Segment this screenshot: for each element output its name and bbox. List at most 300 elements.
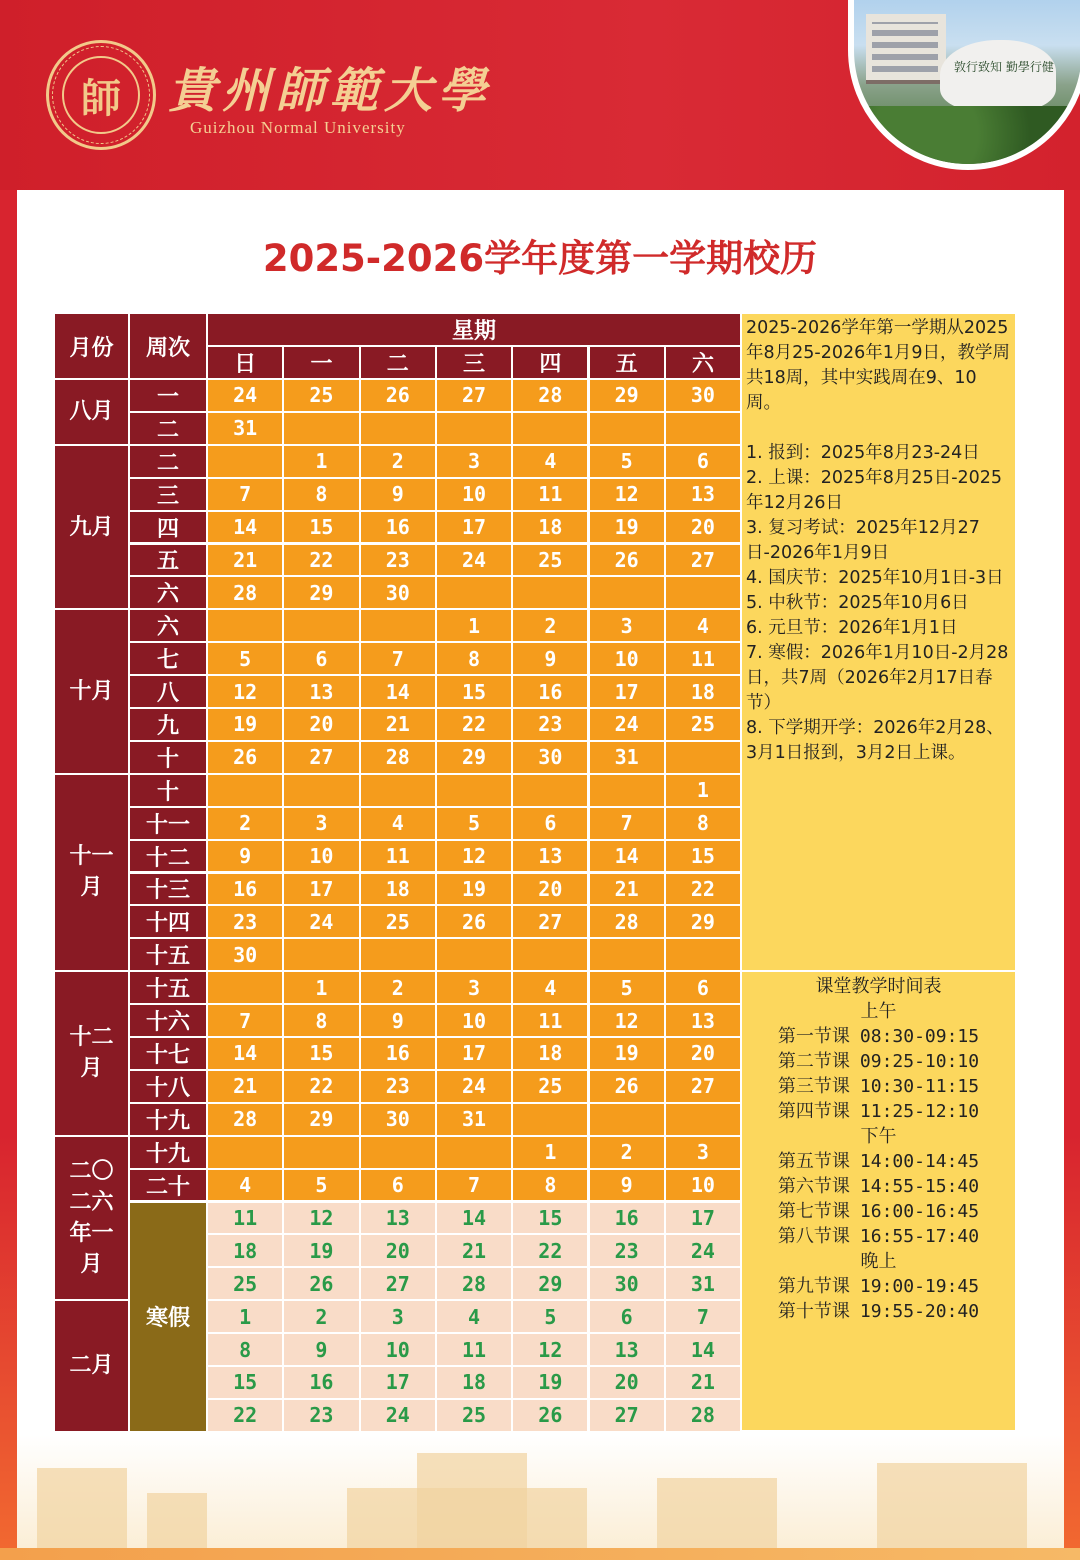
day-cell: 14	[666, 1334, 742, 1367]
day-cell: 27	[284, 742, 360, 775]
day-cell: 4	[208, 1170, 284, 1203]
day-cell: 30	[361, 1104, 437, 1137]
month-label-line: 二〇	[69, 1158, 114, 1184]
day-cell: 17	[284, 874, 360, 907]
day-cell: 29	[284, 1104, 360, 1137]
day-cell: 18	[513, 1038, 589, 1071]
photo-bushes	[854, 106, 1080, 170]
day-cell: 8	[666, 808, 742, 841]
day-cell: 12	[208, 676, 284, 709]
week-number: 十六	[130, 1005, 208, 1038]
day-cell: 16	[361, 512, 437, 545]
day-cell: 13	[284, 676, 360, 709]
day-cell: 21	[208, 545, 284, 578]
day-cell: 14	[590, 841, 666, 874]
note-item: 4. 国庆节：2025年10月1日-3日	[746, 568, 1004, 588]
day-cell: 23	[284, 1400, 360, 1433]
day-cell	[208, 775, 284, 808]
day-cell: 4	[437, 1301, 513, 1334]
day-cell	[666, 413, 742, 446]
week-number: 六	[130, 610, 208, 643]
day-cell: 18	[361, 874, 437, 907]
day-cell: 11	[361, 841, 437, 874]
day-cell: 29	[590, 380, 666, 413]
notes-intro: 2025-2026学年第一学期从2025年8月25-2026年1月9日，教学周共18周，其中实践周在9、10周。	[746, 318, 1011, 413]
winter-break-label: 寒假	[130, 1203, 208, 1433]
day-cell	[437, 413, 513, 446]
period-time: 19:00-19:45	[859, 1276, 980, 1297]
day-cell: 13	[590, 1334, 666, 1367]
week-number: 十三	[130, 874, 208, 907]
day-cell: 27	[590, 1400, 666, 1433]
day-cell: 9	[361, 1005, 437, 1038]
day-cell: 2	[513, 610, 589, 643]
weekday-5: 五	[590, 347, 666, 380]
period-time: 19:55-20:40	[859, 1301, 980, 1322]
day-cell: 26	[208, 742, 284, 775]
header-month: 月份	[55, 314, 130, 380]
timetable-period	[742, 1049, 1015, 1074]
day-cell: 27	[666, 1071, 742, 1104]
day-cell: 29	[284, 577, 360, 610]
day-cell: 11	[513, 479, 589, 512]
day-cell	[513, 1104, 589, 1137]
month-label-line: 二六	[69, 1189, 114, 1215]
month-label-line: 十月	[69, 679, 114, 705]
day-cell: 22	[666, 874, 742, 907]
period-time: 08:30-09:15	[859, 1026, 980, 1047]
note-item: 8. 下学期开学：2026年2月28、3月1日报到，3月2日上课。	[746, 718, 1004, 763]
weekday-4: 四	[513, 347, 589, 380]
day-cell: 7	[208, 479, 284, 512]
day-cell: 30	[590, 1268, 666, 1301]
day-cell: 6	[666, 446, 742, 479]
day-cell: 9	[361, 479, 437, 512]
week-number: 七	[130, 643, 208, 676]
page-title: 2025-2026学年度第一学期校历	[262, 237, 818, 280]
day-cell: 24	[208, 380, 284, 413]
day-cell: 16	[361, 1038, 437, 1071]
day-cell: 2	[361, 446, 437, 479]
day-cell: 7	[361, 643, 437, 676]
day-cell: 29	[437, 742, 513, 775]
day-cell	[361, 1137, 437, 1170]
period-time: 14:55-15:40	[859, 1176, 980, 1197]
month-label	[55, 610, 130, 775]
day-cell: 23	[361, 545, 437, 578]
note-item: 3. 复习考试：2025年12月27日-2026年1月9日	[746, 518, 980, 563]
day-cell: 5	[284, 1170, 360, 1203]
week-number: 十	[130, 775, 208, 808]
day-cell: 19	[590, 512, 666, 545]
day-cell: 9	[284, 1334, 360, 1367]
university-name-en: Guizhou Normal University	[190, 118, 406, 137]
month-label	[55, 380, 130, 446]
day-cell: 12	[590, 479, 666, 512]
day-cell: 7	[208, 1005, 284, 1038]
day-cell	[284, 610, 360, 643]
timetable-title: 课堂教学时间表	[815, 976, 942, 997]
day-cell	[666, 742, 742, 775]
timetable-period	[742, 1199, 1015, 1224]
day-cell: 1	[513, 1137, 589, 1170]
timetable-period	[742, 1174, 1015, 1199]
day-cell	[513, 413, 589, 446]
day-cell: 27	[437, 380, 513, 413]
day-cell: 10	[666, 1170, 742, 1203]
day-cell	[284, 775, 360, 808]
day-cell: 6	[666, 972, 742, 1005]
day-cell: 30	[666, 380, 742, 413]
month-label-line: 十一	[69, 844, 114, 870]
day-cell: 28	[590, 906, 666, 939]
day-cell	[590, 1104, 666, 1137]
month-label	[55, 972, 130, 1137]
day-cell: 15	[284, 512, 360, 545]
day-cell: 4	[513, 446, 589, 479]
day-cell: 31	[208, 413, 284, 446]
week-number: 八	[130, 676, 208, 709]
day-cell: 16	[513, 676, 589, 709]
day-cell: 28	[361, 742, 437, 775]
day-cell: 5	[437, 808, 513, 841]
period-label: 第五节课	[777, 1151, 850, 1172]
week-number: 二	[130, 446, 208, 479]
note-item: 2. 上课：2025年8月25日-2025年12月26日	[746, 468, 1003, 513]
day-cell: 5	[590, 446, 666, 479]
month-label	[55, 775, 130, 972]
weekday-3: 三	[437, 347, 513, 380]
day-cell: 17	[666, 1203, 742, 1236]
day-cell: 2	[361, 972, 437, 1005]
day-cell: 12	[513, 1334, 589, 1367]
day-cell: 14	[437, 1203, 513, 1236]
day-cell	[284, 1137, 360, 1170]
day-cell: 7	[666, 1301, 742, 1334]
day-cell: 25	[513, 1071, 589, 1104]
note-item: 5. 中秋节：2025年10月6日	[746, 593, 969, 613]
month-label-line: 九月	[69, 514, 114, 540]
day-cell: 8	[284, 479, 360, 512]
day-cell: 23	[208, 906, 284, 939]
day-cell: 28	[666, 1400, 742, 1433]
day-cell	[284, 939, 360, 972]
day-cell: 16	[208, 874, 284, 907]
day-cell: 22	[284, 545, 360, 578]
left-gradient-bar	[0, 1135, 17, 1560]
day-cell: 12	[437, 841, 513, 874]
day-cell: 4	[361, 808, 437, 841]
day-cell: 13	[666, 1005, 742, 1038]
class-timetable	[742, 972, 1015, 1430]
day-cell: 30	[208, 939, 284, 972]
day-cell: 16	[590, 1203, 666, 1236]
day-cell: 24	[590, 709, 666, 742]
university-name-cn: 貴州師範大學	[168, 63, 493, 119]
day-cell: 3	[361, 1301, 437, 1334]
timetable-period	[742, 1149, 1015, 1174]
day-cell: 9	[590, 1170, 666, 1203]
day-cell: 12	[284, 1203, 360, 1236]
day-cell: 25	[208, 1268, 284, 1301]
day-cell: 31	[437, 1104, 513, 1137]
week-number: 十九	[130, 1104, 208, 1137]
day-cell: 26	[513, 1400, 589, 1433]
footer-campus-illustration	[17, 1435, 1064, 1548]
day-cell: 18	[666, 676, 742, 709]
day-cell	[208, 610, 284, 643]
day-cell: 25	[437, 1400, 513, 1433]
day-cell	[513, 577, 589, 610]
day-cell: 7	[590, 808, 666, 841]
month-label	[55, 446, 130, 611]
week-number: 十五	[130, 939, 208, 972]
bottom-gradient-bar	[0, 1548, 1080, 1560]
day-cell: 25	[513, 545, 589, 578]
day-cell: 30	[361, 577, 437, 610]
day-cell: 8	[284, 1005, 360, 1038]
day-cell: 3	[437, 972, 513, 1005]
day-cell: 20	[666, 512, 742, 545]
day-cell	[590, 577, 666, 610]
day-cell: 13	[361, 1203, 437, 1236]
day-cell	[513, 939, 589, 972]
day-cell: 19	[284, 1235, 360, 1268]
day-cell: 13	[513, 841, 589, 874]
day-cell: 1	[284, 446, 360, 479]
day-cell: 6	[284, 643, 360, 676]
day-cell: 11	[208, 1203, 284, 1236]
day-cell	[437, 775, 513, 808]
day-cell	[361, 775, 437, 808]
day-cell: 31	[590, 742, 666, 775]
day-cell: 14	[361, 676, 437, 709]
day-cell	[666, 939, 742, 972]
header-weekday: 星期	[208, 314, 742, 347]
period-label: 第四节课	[777, 1101, 850, 1122]
day-cell	[208, 972, 284, 1005]
month-label-line: 年一	[69, 1220, 114, 1246]
day-cell: 23	[361, 1071, 437, 1104]
month-label	[55, 1301, 130, 1433]
day-cell: 26	[284, 1268, 360, 1301]
day-cell: 21	[208, 1071, 284, 1104]
day-cell	[361, 939, 437, 972]
campus-photo	[848, 0, 1080, 170]
day-cell	[284, 413, 360, 446]
week-number: 一	[130, 380, 208, 413]
week-number: 二十	[130, 1170, 208, 1203]
day-cell: 31	[666, 1268, 742, 1301]
week-number: 十	[130, 742, 208, 775]
day-cell: 10	[437, 479, 513, 512]
day-cell: 22	[437, 709, 513, 742]
week-number: 十五	[130, 972, 208, 1005]
day-cell: 17	[361, 1367, 437, 1400]
day-cell: 20	[361, 1235, 437, 1268]
day-cell: 14	[208, 512, 284, 545]
day-cell: 9	[513, 643, 589, 676]
period-time: 14:00-14:45	[859, 1151, 980, 1172]
week-number: 二	[130, 413, 208, 446]
day-cell: 24	[437, 545, 513, 578]
day-cell: 25	[361, 906, 437, 939]
note-item: 6. 元旦节：2026年1月1日	[746, 618, 958, 638]
day-cell: 18	[437, 1367, 513, 1400]
day-cell: 10	[361, 1334, 437, 1367]
day-cell: 11	[666, 643, 742, 676]
day-cell	[208, 1137, 284, 1170]
period-time: 09:25-10:10	[859, 1051, 980, 1072]
day-cell: 4	[666, 610, 742, 643]
week-number: 十九	[130, 1137, 208, 1170]
weekday-1: 一	[284, 347, 360, 380]
day-cell: 10	[590, 643, 666, 676]
day-cell: 11	[513, 1005, 589, 1038]
period-label: 第七节课	[777, 1201, 850, 1222]
day-cell: 19	[513, 1367, 589, 1400]
day-cell	[590, 775, 666, 808]
day-cell: 26	[590, 1071, 666, 1104]
day-cell	[437, 1137, 513, 1170]
day-cell: 17	[590, 676, 666, 709]
day-cell: 1	[437, 610, 513, 643]
right-gradient-bar	[1064, 1135, 1080, 1560]
day-cell: 4	[513, 972, 589, 1005]
note-item: 7. 寒假：2026年1月10日-2月28日，共7周（2026年2月17日春节）	[746, 643, 1009, 713]
week-number: 六	[130, 577, 208, 610]
day-cell: 20	[590, 1367, 666, 1400]
day-cell: 15	[208, 1367, 284, 1400]
photo-rock-inscription: 敦行致知 勤學行健	[954, 60, 1054, 74]
month-label	[55, 1137, 130, 1302]
university-seal	[46, 40, 156, 150]
day-cell: 15	[666, 841, 742, 874]
day-cell: 27	[513, 906, 589, 939]
day-cell: 10	[284, 841, 360, 874]
period-label: 第三节课	[777, 1076, 850, 1097]
weekday-2: 二	[361, 347, 437, 380]
day-cell: 19	[208, 709, 284, 742]
day-cell: 21	[590, 874, 666, 907]
period-label: 第二节课	[777, 1051, 850, 1072]
period-label: 第八节课	[777, 1226, 850, 1247]
weekday-0: 日	[208, 347, 284, 380]
day-cell: 21	[361, 709, 437, 742]
week-number: 五	[130, 545, 208, 578]
day-cell: 19	[590, 1038, 666, 1071]
day-cell	[361, 610, 437, 643]
day-cell	[666, 577, 742, 610]
day-cell: 6	[590, 1301, 666, 1334]
day-cell: 10	[437, 1005, 513, 1038]
day-cell: 12	[590, 1005, 666, 1038]
day-cell	[513, 775, 589, 808]
period-label: 第九节课	[777, 1276, 850, 1297]
week-number: 三	[130, 479, 208, 512]
day-cell: 18	[208, 1235, 284, 1268]
day-cell: 15	[513, 1203, 589, 1236]
day-cell: 8	[513, 1170, 589, 1203]
day-cell: 17	[437, 1038, 513, 1071]
photo-building	[866, 14, 946, 84]
day-cell	[666, 1104, 742, 1137]
day-cell: 5	[513, 1301, 589, 1334]
day-cell	[437, 577, 513, 610]
day-cell: 29	[666, 906, 742, 939]
day-cell: 26	[361, 380, 437, 413]
day-cell: 28	[513, 380, 589, 413]
day-cell: 18	[513, 512, 589, 545]
day-cell	[590, 413, 666, 446]
day-cell	[590, 939, 666, 972]
day-cell	[437, 939, 513, 972]
day-cell: 24	[361, 1400, 437, 1433]
month-label-line: 二月	[69, 1353, 114, 1379]
day-cell: 29	[513, 1268, 589, 1301]
period-time: 10:30-11:15	[859, 1076, 980, 1097]
period-time: 16:55-17:40	[859, 1226, 980, 1247]
week-number: 十一	[130, 808, 208, 841]
day-cell: 6	[361, 1170, 437, 1203]
day-cell	[361, 413, 437, 446]
day-cell: 8	[208, 1334, 284, 1367]
month-label-line: 月	[80, 875, 103, 901]
day-cell: 26	[437, 906, 513, 939]
month-label-line: 月	[80, 1251, 103, 1277]
day-cell	[208, 446, 284, 479]
header-week: 周次	[130, 314, 208, 380]
period-time: 16:00-16:45	[859, 1201, 980, 1222]
day-cell: 24	[437, 1071, 513, 1104]
period-label: 第一节课	[777, 1026, 850, 1047]
timetable-period	[742, 1024, 1015, 1049]
day-cell: 2	[590, 1137, 666, 1170]
timetable-period	[742, 1074, 1015, 1099]
day-cell: 22	[513, 1235, 589, 1268]
period-label: 第十节课	[777, 1301, 850, 1322]
day-cell: 13	[666, 479, 742, 512]
month-label-line: 八月	[69, 399, 114, 425]
day-cell: 27	[666, 545, 742, 578]
note-item: 1. 报到：2025年8月23-24日	[746, 443, 980, 463]
timetable-section-name: 下午	[860, 1126, 897, 1147]
week-number: 九	[130, 709, 208, 742]
day-cell: 24	[284, 906, 360, 939]
period-label: 第六节课	[777, 1176, 850, 1197]
day-cell: 2	[284, 1301, 360, 1334]
timetable-period	[742, 1299, 1015, 1324]
day-cell: 2	[208, 808, 284, 841]
weekday-6: 六	[666, 347, 742, 380]
day-cell: 28	[208, 1104, 284, 1137]
day-cell: 23	[513, 709, 589, 742]
day-cell: 16	[284, 1367, 360, 1400]
day-cell: 26	[590, 545, 666, 578]
day-cell: 28	[437, 1268, 513, 1301]
day-cell: 20	[513, 874, 589, 907]
day-cell: 15	[284, 1038, 360, 1071]
day-cell: 3	[590, 610, 666, 643]
photo-rock	[940, 40, 1056, 110]
week-number: 十七	[130, 1038, 208, 1071]
day-cell: 27	[361, 1268, 437, 1301]
timetable-section-name: 晚上	[860, 1251, 897, 1272]
day-cell: 30	[513, 742, 589, 775]
month-label-line: 十二	[69, 1025, 114, 1051]
day-cell: 11	[437, 1334, 513, 1367]
period-time: 11:25-12:10	[859, 1101, 980, 1122]
